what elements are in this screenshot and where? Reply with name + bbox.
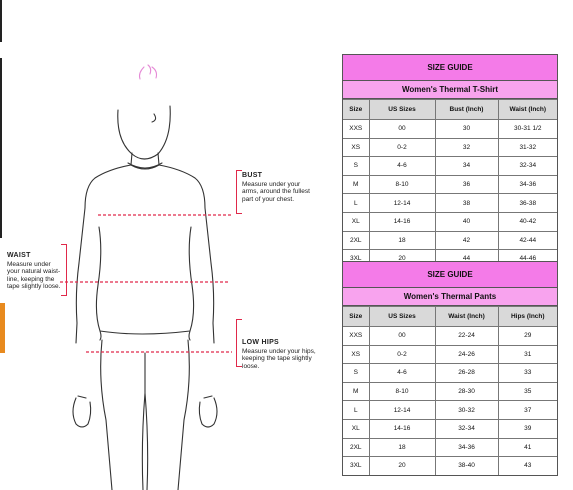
table-row xyxy=(343,157,557,176)
table-cell: 18 xyxy=(369,438,435,457)
table-cell: XXS xyxy=(343,327,369,346)
table-row xyxy=(343,212,557,231)
hips-callout xyxy=(242,339,316,370)
table-header-row xyxy=(343,307,557,327)
hips-label: LOW HIPS xyxy=(242,339,280,346)
pants-guide-title: SIZE GUIDE xyxy=(343,262,557,288)
column-header: Waist (Inch) xyxy=(498,100,557,120)
waist-instruction: Measure under your natural waist-line, keeping the tape slightly loose. xyxy=(7,260,61,290)
table-cell: 29 xyxy=(498,327,557,346)
table-cell: 3XL xyxy=(343,250,369,268)
table-cell: 0-2 xyxy=(369,138,435,157)
waist-callout xyxy=(7,252,65,291)
table-cell: 42 xyxy=(435,231,498,250)
table-cell: 35 xyxy=(498,382,557,401)
table-row xyxy=(343,438,557,457)
table-cell: 31-32 xyxy=(498,138,557,157)
table-cell: 20 xyxy=(369,457,435,475)
table-cell: 12-14 xyxy=(369,194,435,213)
table-cell: XS xyxy=(343,345,369,364)
table-cell: 30-31 1/2 xyxy=(498,120,557,139)
bust-instruction: Measure under your arms, around the fullest part of your chest. xyxy=(242,180,310,203)
edge-accent-bar xyxy=(0,303,5,353)
table-cell: 14-16 xyxy=(369,419,435,438)
tshirt-guide-title: SIZE GUIDE xyxy=(343,55,557,81)
table-cell: 30-32 xyxy=(435,401,498,420)
table-cell: 4-6 xyxy=(369,364,435,383)
edge-divider-mid xyxy=(0,58,2,238)
table-cell: 26-28 xyxy=(435,364,498,383)
waist-label: WAIST xyxy=(7,252,31,259)
hips-bracket xyxy=(236,319,237,367)
table-row xyxy=(343,419,557,438)
column-header: Size xyxy=(343,100,369,120)
table-cell: 2XL xyxy=(343,438,369,457)
pants-size-guide xyxy=(342,261,558,476)
table-cell: XL xyxy=(343,212,369,231)
table-row xyxy=(343,345,557,364)
table-cell: 18 xyxy=(369,231,435,250)
table-cell: 36-38 xyxy=(498,194,557,213)
table-cell: 43 xyxy=(498,457,557,475)
column-header: US Sizes xyxy=(369,307,435,327)
table-cell: 24-26 xyxy=(435,345,498,364)
pants-guide-subtitle: Women's Thermal Pants xyxy=(343,288,557,306)
table-row xyxy=(343,231,557,250)
table-row xyxy=(343,364,557,383)
table-row xyxy=(343,194,557,213)
table-cell: XS xyxy=(343,138,369,157)
table-row xyxy=(343,120,557,139)
table-header-row xyxy=(343,100,557,120)
table-cell: S xyxy=(343,157,369,176)
table-row xyxy=(343,382,557,401)
column-header: US Sizes xyxy=(369,100,435,120)
table-cell: 14-16 xyxy=(369,212,435,231)
table-row xyxy=(343,138,557,157)
table-cell: 2XL xyxy=(343,231,369,250)
table-cell: 12-14 xyxy=(369,401,435,420)
table-cell: M xyxy=(343,382,369,401)
bust-bracket xyxy=(236,170,237,214)
table-cell: 0-2 xyxy=(369,345,435,364)
table-cell: 41 xyxy=(498,438,557,457)
table-cell: 37 xyxy=(498,401,557,420)
table-cell: 31 xyxy=(498,345,557,364)
table-cell: L xyxy=(343,194,369,213)
table-cell: 34-36 xyxy=(435,438,498,457)
table-cell: 44-46 xyxy=(498,250,557,268)
table-cell: 33 xyxy=(498,364,557,383)
table-cell: 34-36 xyxy=(498,175,557,194)
column-header: Bust (Inch) xyxy=(435,100,498,120)
table-cell: 42-44 xyxy=(498,231,557,250)
table-cell: M xyxy=(343,175,369,194)
table-cell: 39 xyxy=(498,419,557,438)
table-cell: 4-6 xyxy=(369,157,435,176)
table-cell: XXS xyxy=(343,120,369,139)
table-cell: 20 xyxy=(369,250,435,268)
tshirt-size-table xyxy=(343,99,557,268)
table-cell: 36 xyxy=(435,175,498,194)
table-row xyxy=(343,401,557,420)
column-header: Size xyxy=(343,307,369,327)
table-cell: 44 xyxy=(435,250,498,268)
table-cell: 38-40 xyxy=(435,457,498,475)
tshirt-guide-subtitle: Women's Thermal T-Shirt xyxy=(343,81,557,99)
table-cell: 8-10 xyxy=(369,175,435,194)
table-cell: 40 xyxy=(435,212,498,231)
table-cell: 34 xyxy=(435,157,498,176)
table-cell: 32 xyxy=(435,138,498,157)
table-cell: 8-10 xyxy=(369,382,435,401)
edge-divider-top xyxy=(0,0,2,42)
column-header: Waist (Inch) xyxy=(435,307,498,327)
table-cell: 3XL xyxy=(343,457,369,475)
body-figure-illustration xyxy=(60,55,240,490)
bust-label: BUST xyxy=(242,172,263,179)
table-cell: 00 xyxy=(369,327,435,346)
table-row xyxy=(343,327,557,346)
table-cell: 22-24 xyxy=(435,327,498,346)
table-cell: 28-30 xyxy=(435,382,498,401)
pants-size-table xyxy=(343,306,557,475)
table-row xyxy=(343,175,557,194)
hips-instruction: Measure under your hips, keeping the tape slightly loose. xyxy=(242,347,316,370)
table-cell: 30 xyxy=(435,120,498,139)
table-cell: 00 xyxy=(369,120,435,139)
table-cell: S xyxy=(343,364,369,383)
table-row xyxy=(343,457,557,475)
table-cell: 38 xyxy=(435,194,498,213)
bust-callout xyxy=(242,172,314,203)
table-cell: 32-34 xyxy=(498,157,557,176)
table-cell: 32-34 xyxy=(435,419,498,438)
column-header: Hips (Inch) xyxy=(498,307,557,327)
table-cell: XL xyxy=(343,419,369,438)
table-cell: L xyxy=(343,401,369,420)
table-cell: 40-42 xyxy=(498,212,557,231)
tshirt-size-guide xyxy=(342,54,558,269)
